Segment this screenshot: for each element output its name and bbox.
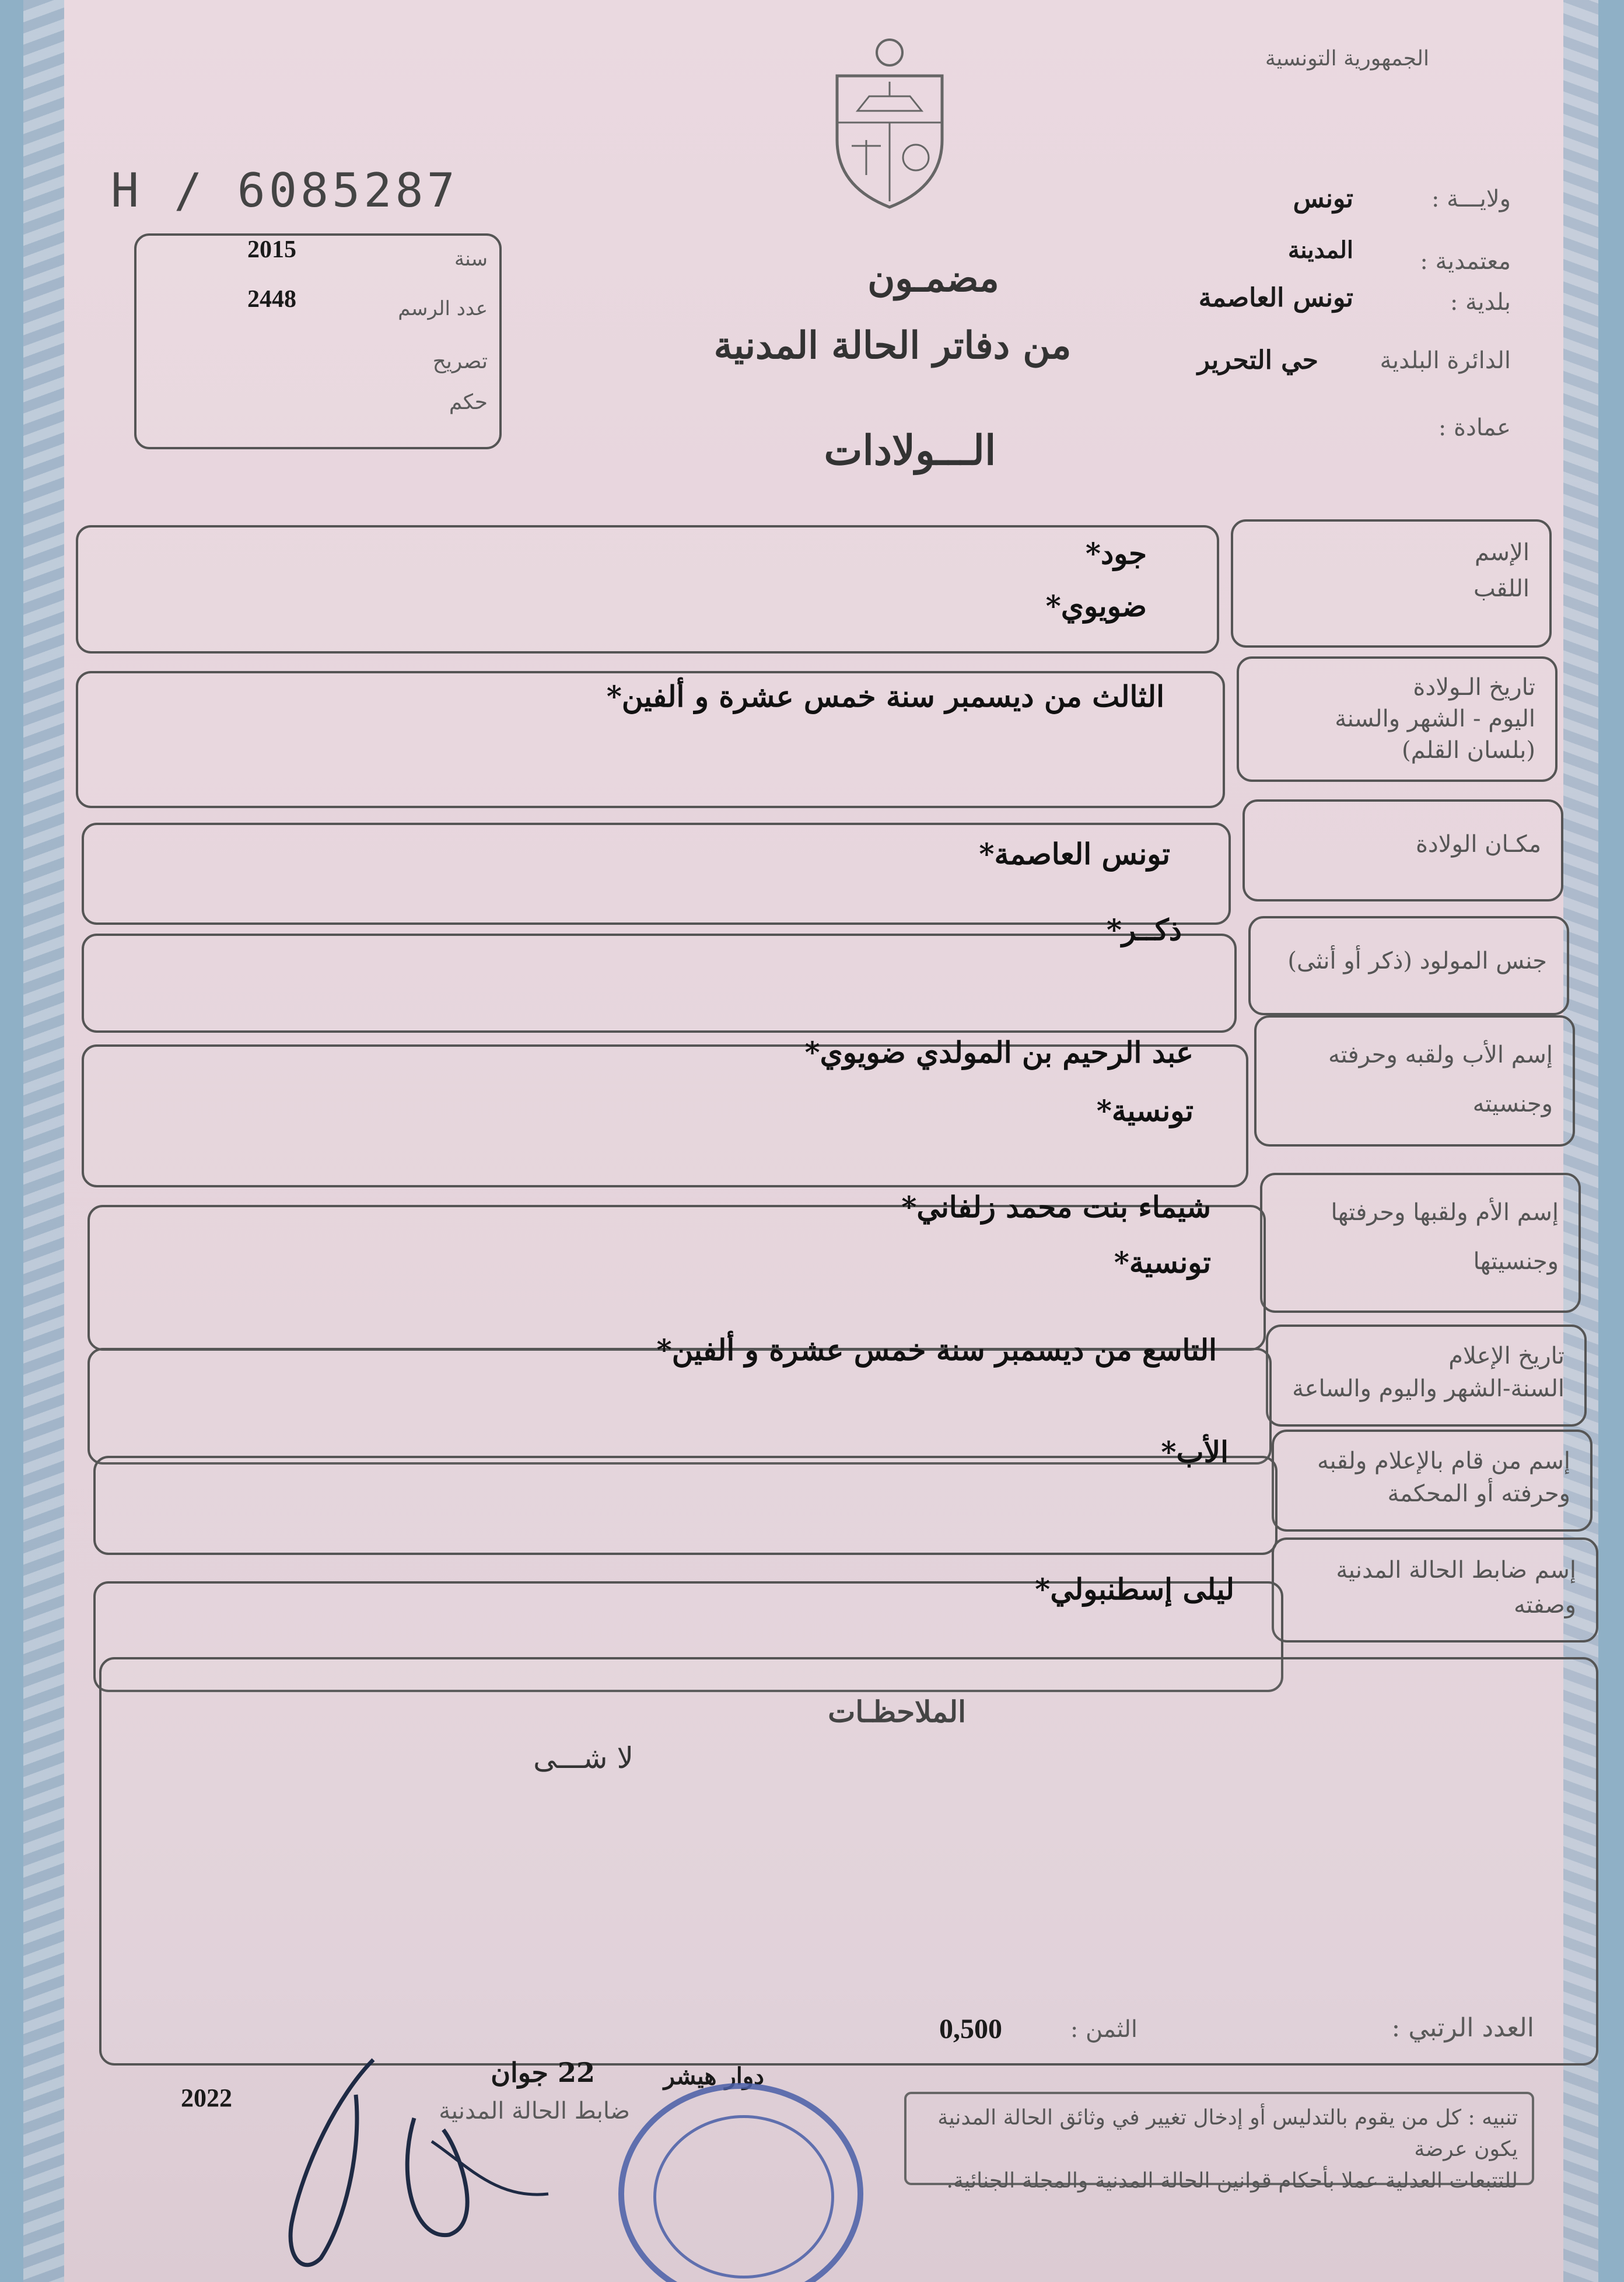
coat-of-arms-emblem: [822, 35, 957, 210]
label-birth-place-text: مكـان الولادة: [1415, 831, 1541, 858]
daira-label: الدائرة البلدية: [1380, 347, 1511, 374]
value-box-sex: [82, 913, 1237, 1033]
year-value: 2015: [247, 236, 296, 263]
title-line-2: من دفاتر الحالة المدنية: [713, 324, 1072, 368]
remarks-box: [99, 1657, 1598, 2066]
judgment-label: حكم: [449, 390, 488, 414]
document-serial-number: H / 6085287: [111, 163, 459, 218]
daira-value: حي التحرير: [1197, 345, 1318, 375]
label-birth-date: [1237, 656, 1558, 782]
value-mother-name: شيماء بنت محمد زلفاني*: [901, 1190, 1211, 1224]
label-mother: [1260, 1173, 1581, 1313]
value-sex: ذكــر*: [1106, 913, 1182, 947]
label-birth-place: [1242, 799, 1563, 901]
label-sex: [1248, 916, 1569, 1015]
price-value: 0,500: [939, 2014, 1002, 2045]
republic-header: الجمهورية التونسية: [1265, 47, 1429, 71]
value-box-father: [82, 1035, 1248, 1187]
baladiya-label: بلدية :: [1450, 289, 1511, 316]
label-declarant: [1272, 1430, 1592, 1532]
title-line-1: مضمـون: [867, 257, 999, 300]
officer-title: ضابط الحالة المدنية: [439, 2098, 630, 2124]
label-civil-officer: [1272, 1537, 1598, 1643]
mootamadiya-label: معتمدية :: [1420, 248, 1511, 275]
value-box-declaration-date: [88, 1333, 1272, 1465]
document-page: [23, 0, 1598, 2282]
handwritten-signature: [222, 2048, 583, 2281]
issue-place: دوار هيشر: [663, 2063, 764, 2090]
value-box-mother: [88, 1190, 1266, 1351]
ordinal-number-label: العدد الرتبي :: [1391, 2013, 1534, 2043]
issue-day-month: 22 جوان: [491, 2057, 595, 2088]
label-father: [1254, 1015, 1575, 1147]
registry-number-box: [134, 233, 502, 449]
value-box-declarant: [93, 1435, 1278, 1555]
remarks-value: لا شـــى: [533, 1741, 634, 1775]
issue-year: 2022: [181, 2084, 232, 2112]
year-label: سنة: [454, 247, 488, 271]
legal-notice: [904, 2092, 1534, 2193]
mootamadiya-value: المدينة: [1287, 236, 1353, 264]
label-sex-text: جنس المولود (ذكر أو أنثى): [1287, 948, 1547, 974]
value-birth-date: الثالث من ديسمبر سنة خمس عشرة و ألفين*: [606, 679, 1164, 714]
label-declaration-date-text: تاريخ الإعلام السنة-الشهر واليوم والساعة: [1292, 1343, 1564, 1402]
value-box-name: [76, 525, 1219, 654]
label-declarant-text: إسم من قام بالإعلام ولقبه وحرفته أو المحكمة: [1317, 1448, 1570, 1507]
value-first-name: جود*: [1085, 536, 1147, 571]
value-father-name: عبد الرحيم بن المولدي ضويوي*: [804, 1035, 1194, 1070]
title-line-3: الـــولادات: [824, 426, 996, 474]
wilaya-label: ولايـــة :: [1431, 186, 1511, 212]
label-name: [1231, 519, 1552, 648]
value-box-birth-date: [76, 671, 1225, 808]
value-mother-nationality: تونسية*: [1114, 1245, 1211, 1280]
value-declaration-date: التاسع من ديسمبر سنة خمس عشرة و ألفين*: [656, 1333, 1217, 1367]
wilaya-value: تونس: [1293, 184, 1353, 214]
value-last-name: ضويوي*: [1045, 589, 1147, 623]
registration-number-label: عدد الرسم: [398, 297, 488, 320]
value-box-birth-place: [82, 823, 1231, 925]
value-birth-place: تونس العاصمة*: [979, 837, 1170, 871]
value-declarant: الأب*: [1161, 1435, 1228, 1469]
remarks-label: الملاحظـات: [828, 1694, 966, 1729]
value-civil-officer: ليلى إسطنبولي*: [1035, 1572, 1234, 1606]
decorative-border-left: [23, 0, 64, 2282]
label-birth-date-text: تاريخ الـولادة اليوم - الشهر والسنة (بلسان القلم): [1335, 674, 1535, 764]
label-name-text: الإسم اللقب: [1473, 539, 1530, 602]
registration-number-value: 2448: [247, 286, 296, 313]
value-father-nationality: تونسية*: [1096, 1093, 1194, 1128]
legal-notice-line-1: تنبيه : كل من يقوم بالتدليس أو إدخال تغيير في وثائق الحالة المدنية يكون عرضة: [937, 2106, 1518, 2161]
declaration-label: تصريح: [432, 350, 488, 373]
baladiya-value: تونس العاصمة: [1198, 283, 1353, 313]
label-declaration-date: [1266, 1325, 1587, 1427]
official-stamp: [618, 2083, 863, 2282]
imada-label: عمادة :: [1438, 414, 1511, 441]
label-father-text: إسم الأب ولقبه وحرفته وجنسيته: [1328, 1042, 1553, 1117]
label-civil-officer-text: إسم ضابط الحالة المدنية وصفته: [1336, 1557, 1576, 1619]
legal-notice-line-2: للتتبعات العدلية عملا بأحكام قوانين الحالة المدنية والمجلة الجنائية.: [946, 2169, 1518, 2193]
price-label: الثمن :: [1070, 2016, 1138, 2043]
label-mother-text: إسم الأم ولقبها وحرفتها وجنسيتها: [1331, 1199, 1559, 1275]
